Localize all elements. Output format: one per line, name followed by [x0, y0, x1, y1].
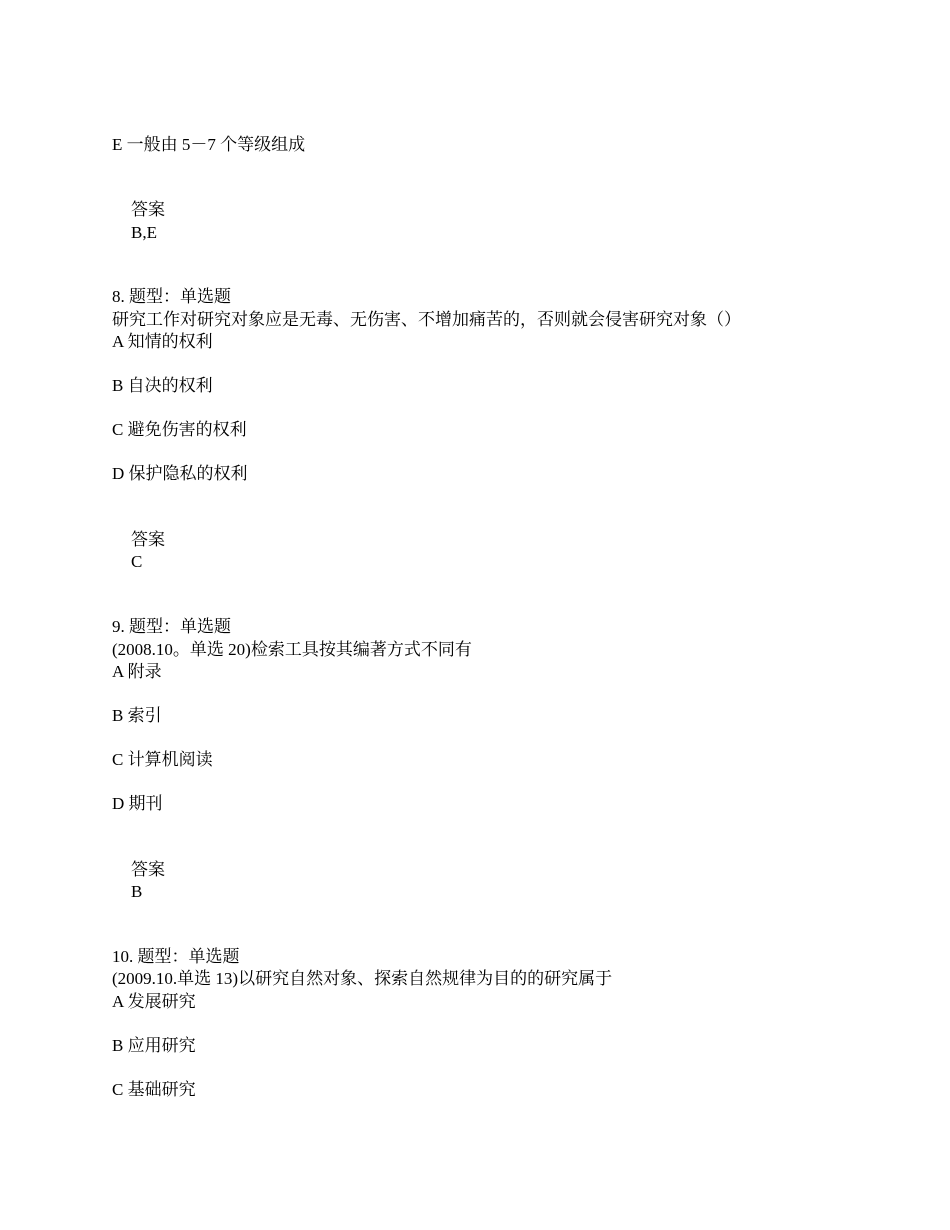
option-c: C 避免伤害的权利	[112, 420, 247, 439]
answer-label: 答案	[131, 530, 165, 549]
option-b: B 自决的权利	[112, 376, 213, 395]
option-b: B 应用研究	[112, 1036, 196, 1055]
answer-value: B,E	[131, 223, 157, 242]
answer-label: 答案	[131, 860, 165, 879]
option-a: A 知情的权利	[112, 332, 213, 351]
option-c: C 基础研究	[112, 1080, 196, 1099]
option-c: C 计算机阅读	[112, 750, 213, 769]
option-a: A 附录	[112, 662, 162, 681]
question-header: 8. 题型：单选题	[112, 287, 231, 306]
option-b: B 索引	[112, 706, 162, 725]
option-e: E 一般由 5－7 个等级组成	[112, 135, 306, 154]
option-d: D 保护隐私的权利	[112, 464, 248, 483]
question-stem: (2008.10。单选 20)检索工具按其编著方式不同有	[112, 640, 472, 659]
question-header: 10. 题型：单选题	[112, 947, 240, 966]
answer-value: C	[131, 552, 143, 571]
option-d: D 期刊	[112, 794, 163, 813]
option-a: A 发展研究	[112, 992, 196, 1011]
question-header: 9. 题型：单选题	[112, 617, 231, 636]
question-stem: 研究工作对研究对象应是无毒、无伤害、不增加痛苦的，否则就会侵害研究对象（）	[112, 310, 741, 329]
answer-value: B	[131, 882, 143, 901]
answer-label: 答案	[131, 200, 165, 219]
question-stem: (2009.10.单选 13)以研究自然对象、探索自然规律为目的的研究属于	[112, 969, 613, 988]
